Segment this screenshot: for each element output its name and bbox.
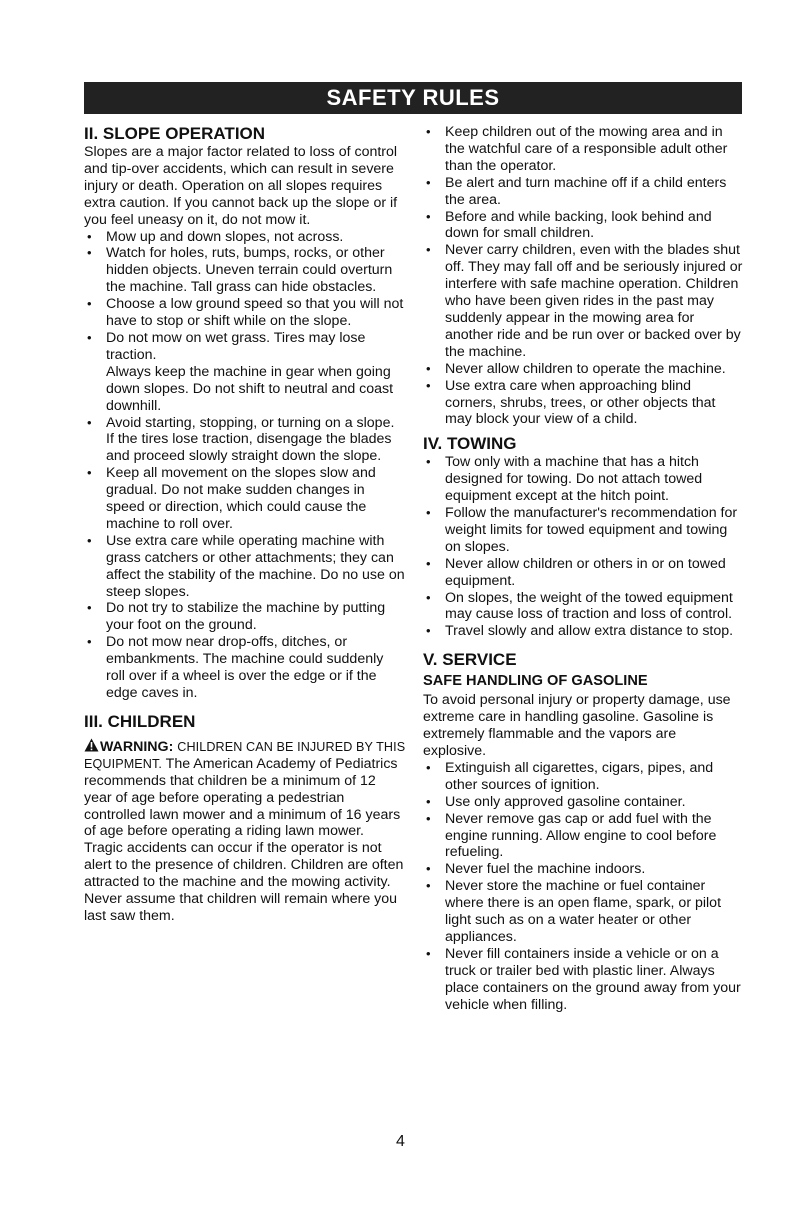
warning-label: WARNING:	[100, 738, 174, 755]
list-item: • Keep children out of the mowing area and in the watchful care of a responsible adult other than the operator.	[423, 124, 743, 175]
list-item: • Use only approved gasoline container.	[423, 794, 743, 811]
list-item: • Do not mow near drop-offs, ditches, or embankments. The machine could suddenly roll over if a wheel is over the edge or if the edge caves in.	[84, 634, 406, 702]
list-item: • Travel slowly and allow extra distance to stop.	[423, 623, 743, 640]
slope-operation-heading: II. SLOPE OPERATION	[84, 124, 266, 143]
children-warning	[84, 738, 406, 840]
towing-heading: IV. TOWING	[423, 434, 517, 454]
list-item: • Watch for holes, ruts, bumps, rocks, or other hidden objects. Uneven terrain could overturn the machine. Tall grass can hide obstacles.	[84, 245, 406, 296]
page-number: 4	[396, 1133, 405, 1150]
service-heading: V. SERVICE	[423, 650, 517, 670]
list-item: • Before and while backing, look behind and down for small children.	[423, 209, 743, 243]
list-item: • Never remove gas cap or add fuel with the engine running. Allow engine to cool before refueling.	[423, 811, 743, 862]
banner-title: SAFETY RULES	[326, 85, 500, 110]
list-item: • Use extra care while operating machine with grass catchers or other attachments; they can affect the stability of the machine. Do no use on steep slopes.	[84, 533, 406, 601]
children-bullet-list	[423, 124, 743, 428]
gasoline-subheading: SAFE HANDLING OF GASOLINE	[423, 673, 648, 690]
list-item: • Do not try to stabilize the machine by putting your foot on the ground.	[84, 600, 406, 634]
right-column	[423, 124, 743, 1014]
slope-bullet-list-2	[84, 415, 406, 702]
warning-body-text: The American Academy of Pediatrics recommends that children be a minimum of 12 year of age before operating a pedestrian controlled lawn mower and a minimum of 16 years of age before operating a riding lawn mower.	[84, 755, 401, 840]
towing-bullet-list	[423, 454, 743, 640]
slope-gear-note: Always keep the machine in gear when going down slopes. Do not shift to neutral and coast downhill.	[106, 363, 394, 414]
list-item: • Do not mow on wet grass. Tires may lose traction.	[84, 330, 406, 364]
list-item: • Never allow children to operate the machine.	[423, 361, 743, 378]
list-item: • Tow only with a machine that has a hitch designed for towing. Do not attach towed equipment except at the hitch point.	[423, 454, 743, 505]
gasoline-intro: To avoid personal injury or property damage, use extreme care in handling gasoline. Gasoline is extremely flammable and the vapors are explosive.	[423, 692, 731, 759]
list-item: • Never fuel the machine indoors.	[423, 861, 743, 878]
list-item: • Never carry children, even with the blades shut off. They may fall off and be seriously injured or interfere with safe machine operation. Children who have been given rides in the past may suddenly appear in the mowing area for another ride and be run over or backed over by the machine.	[423, 242, 743, 360]
list-item: • Never fill containers inside a vehicle or on a truck or trailer bed with plastic liner. Always place containers on the ground away from your vehicle when filling.	[423, 946, 743, 1014]
slope-intro: Slopes are a major factor related to loss of control and tip-over accidents, which can result in severe injury or death. Operation on all slopes requires extra caution. If you cannot back up the slope or if you feel uneasy on it, do not mow it.	[84, 144, 398, 228]
list-item: • Never allow children or others in or on towed equipment.	[423, 556, 743, 590]
safety-rules-banner	[84, 82, 742, 114]
list-item: • On slopes, the weight of the towed equipment may cause loss of traction and loss of control.	[423, 590, 743, 624]
slope-bullet-list	[84, 229, 406, 364]
left-column	[84, 124, 406, 925]
gasoline-bullet-list	[423, 760, 743, 1014]
warning-caps-text: CHILDREN CAN BE INJURED BY THIS EQUIPMENT.	[84, 739, 406, 771]
list-item: • Follow the manufacturer's recommendation for weight limits for towed equipment and towing on slopes.	[423, 505, 743, 556]
children-para: Tragic accidents can occur if the operator is not alert to the presence of children. Children are often attracted to the machine and the mowing activity. Never assume that children will remain where you last saw them.	[84, 840, 404, 924]
children-heading: III. CHILDREN	[84, 711, 196, 731]
list-item: • Avoid starting, stopping, or turning on a slope. If the tires lose traction, disengage the blades and proceed slowly straight down the slope.	[84, 415, 406, 466]
list-item: • Extinguish all cigarettes, cigars, pipes, and other sources of ignition.	[423, 760, 743, 794]
list-item: • Mow up and down slopes, not across.	[84, 229, 406, 246]
list-item: • Never store the machine or fuel container where there is an open flame, spark, or pilot light such as on a water heater or other appliances.	[423, 878, 743, 946]
list-item: • Keep all movement on the slopes slow and gradual. Do not make sudden changes in speed or direction, which could cause the machine to roll over.	[84, 465, 406, 533]
list-item: • Use extra care when approaching blind corners, shrubs, trees, or other objects that may block your view of a child.	[423, 378, 743, 429]
list-item: • Be alert and turn machine off if a child enters the area.	[423, 175, 743, 209]
warning-triangle-icon	[84, 738, 99, 752]
list-item: • Choose a low ground speed so that you will not have to stop or shift while on the slope.	[84, 296, 406, 330]
